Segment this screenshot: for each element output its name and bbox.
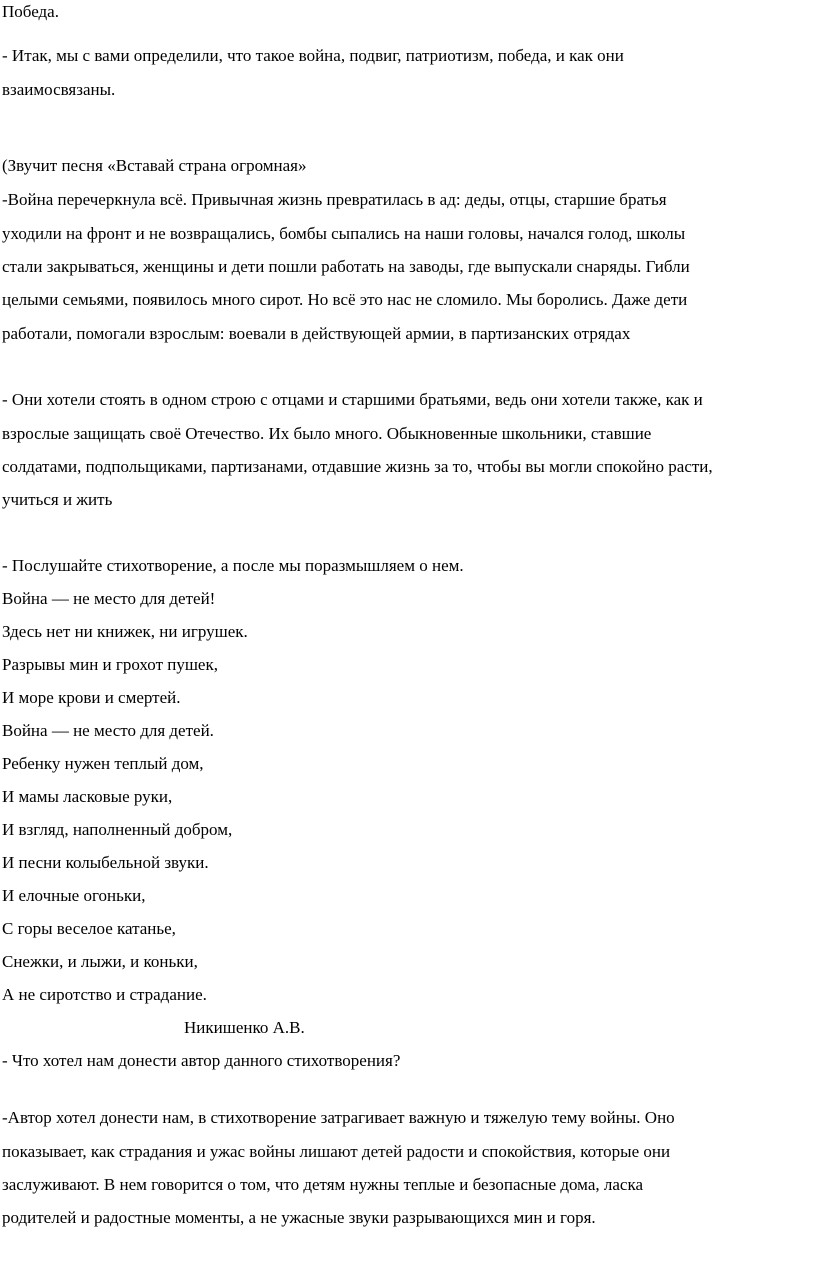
poem-line: Война — не место для детей.	[2, 721, 214, 740]
war-paragraph-line: -Война перечеркнула всё. Привычная жизнь превратилась в ад: деды, отцы, старшие братья	[2, 190, 667, 209]
answer-line: родителей и радостные моменты, а не ужасные звуки разрывающихся мин и горя.	[2, 1208, 596, 1227]
poem-line: И море крови и смертей.	[2, 688, 181, 707]
war-paragraph-line: целыми семьями, появилось много сирот. Но всё это нас не сломило. Мы боролись. Даже дети	[2, 290, 688, 309]
war-paragraph-line: уходили на фронт и не возвращались, бомбы сыпались на наши головы, начался голод, школы	[2, 224, 686, 243]
poem-line: Ребенку нужен теплый дом,	[2, 754, 204, 773]
poem-line: Война — не место для детей!	[2, 589, 216, 608]
poem-line: И песни колыбельной звуки.	[2, 853, 209, 872]
poem-line: Разрывы мин и грохот пушек,	[2, 655, 218, 674]
question: - Что хотел нам донести автор данного стихотворения?	[2, 1051, 401, 1070]
poem-line: Здесь нет ни книжек, ни игрушек.	[2, 622, 248, 641]
poem-intro: - Послушайте стихотворение, а после мы поразмышляем о нем.	[2, 556, 464, 575]
poem-line: И взгляд, наполненный добром,	[2, 820, 233, 839]
intro-word: Победа.	[2, 2, 59, 21]
children-paragraph-line: взрослые защищать своё Отечество. Их было много. Обыкновенные школьники, ставшие	[2, 424, 652, 443]
poem-line: С горы веселое катанье,	[2, 919, 176, 938]
children-paragraph-line: солдатами, подпольщиками, партизанами, отдавшие жизнь за то, чтобы вы могли спокойно расти,	[2, 457, 713, 476]
children-paragraph-line: - Они хотели стоять в одном строю с отцами и старшими братьями, ведь они хотели также, как и	[2, 390, 703, 409]
poem-line: Снежки, и лыжи, и коньки,	[2, 952, 198, 971]
poem-line: И елочные огоньки,	[2, 886, 146, 905]
answer-line: показывает, как страдания и ужас войны лишают детей радости и спокойствия, которые они	[2, 1142, 671, 1161]
answer-line: -Автор хотел донести нам, в стихотворение затрагивает важную и тяжелую тему войны. Оно	[2, 1108, 675, 1127]
poem-line: И мамы ласковые руки,	[2, 787, 173, 806]
poem-author: Никишенко А.В.	[184, 1018, 305, 1037]
war-paragraph-line: работали, помогали взрослым: воевали в действующей армии, в партизанских отрядах	[2, 324, 631, 343]
song-note: (Звучит песня «Вставай страна огромная»	[2, 156, 307, 175]
war-paragraph-line: стали закрываться, женщины и дети пошли работать на заводы, где выпускали снаряды. Гибли	[2, 257, 690, 276]
answer-line: заслуживают. В нем говорится о том, что детям нужны теплые и безопасные дома, ласка	[2, 1175, 643, 1194]
summary-line: взаимосвязаны.	[2, 80, 116, 99]
poem-line: А не сиротство и страдание.	[2, 985, 207, 1004]
children-paragraph-line: учиться и жить	[2, 490, 113, 509]
summary-line: - Итак, мы с вами определили, что такое война, подвиг, патриотизм, победа, и как они	[2, 46, 624, 65]
